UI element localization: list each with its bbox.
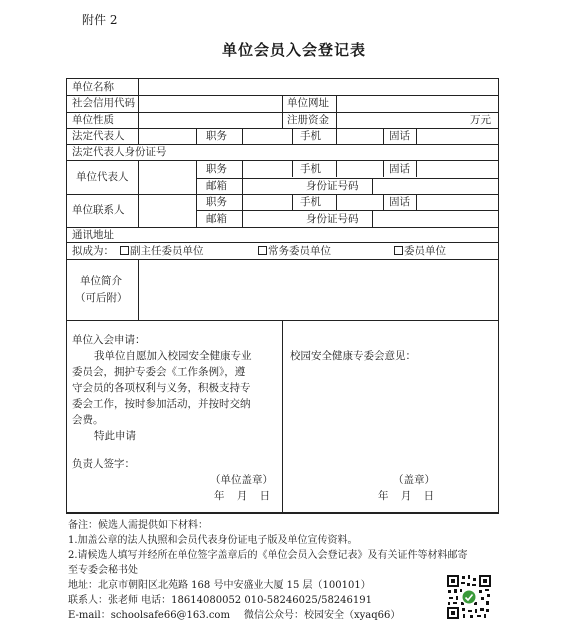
option-member-label: 委员单位	[404, 245, 446, 257]
notes-email: E-mail：schoolsafe66@163.com	[68, 610, 230, 621]
application-date: 年 月 日	[214, 490, 271, 502]
application-line: 会费。	[72, 414, 104, 426]
application-special: 特此申请	[94, 430, 136, 442]
application-line: 守会员的各项权利与义务，积极支持专	[72, 382, 251, 394]
unit-rep-mobile-label: 手机	[300, 163, 321, 175]
col-line	[292, 128, 293, 144]
legal-rep-landline-label: 固话	[389, 130, 410, 142]
col-line	[242, 128, 243, 144]
row-line	[66, 242, 499, 243]
unit-rep-email-label: 邮箱	[206, 180, 227, 192]
address-label: 通讯地址	[72, 229, 114, 241]
contact-email-label: 邮箱	[206, 213, 227, 225]
notes-wechat: 微信公众号：校园安全（xyaq66）	[244, 610, 401, 621]
opinion-seal-label: （盖章）	[393, 474, 435, 486]
reg-capital-label: 注册资金	[287, 114, 329, 126]
option-standing-label: 常务委员单位	[268, 245, 331, 257]
col-line	[416, 128, 417, 144]
col-line	[416, 194, 417, 210]
legal-rep-position-label: 职务	[206, 130, 227, 142]
legal-rep-mobile-label: 手机	[300, 130, 321, 142]
col-line	[138, 160, 139, 227]
col-line	[336, 160, 337, 177]
legal-id-field[interactable]	[180, 146, 496, 159]
checkbox-standing-member[interactable]	[258, 246, 267, 255]
credit-code-label: 社会信用代码	[72, 97, 135, 109]
notes-contact: 联系人：张老师 电话：18614080052 010-58246025/58246191	[68, 595, 372, 606]
intro-label: 单位简介	[80, 275, 122, 287]
checkbox-member[interactable]	[394, 246, 403, 255]
col-line	[292, 160, 293, 177]
reg-capital-field[interactable]	[338, 114, 468, 127]
contact-id-label: 身份证号码	[306, 213, 359, 225]
notes-address: 地址：北京市朝阳区北苑路 168 号中安盛业大厦 15 层（100101）	[68, 580, 371, 591]
col-line	[372, 210, 373, 227]
row-line	[66, 512, 499, 513]
unit-rep-landline-label: 固话	[389, 163, 410, 175]
option-member[interactable]	[394, 245, 446, 258]
col-line	[242, 160, 243, 227]
legal-rep-label: 法定代表人	[72, 130, 125, 142]
unit-contact-label: 单位联系人	[72, 204, 125, 216]
row-line	[66, 160, 499, 161]
application-heading: 单位入会申请：	[72, 334, 146, 346]
unit-rep-id-label: 身份证号码	[306, 180, 359, 192]
application-body	[72, 348, 280, 428]
col-line	[383, 194, 384, 210]
col-line	[336, 95, 337, 128]
col-line	[196, 128, 197, 144]
intended-label: 拟成为：	[72, 245, 114, 257]
col-line	[282, 95, 283, 128]
col-line	[138, 78, 139, 144]
notes-email-row	[68, 608, 508, 623]
col-line	[282, 320, 283, 512]
unit-rep-position-label: 职务	[206, 163, 227, 175]
unit-seal-label: （单位盖章）	[210, 474, 273, 486]
notes-section	[68, 518, 508, 623]
unit-nature-label: 单位性质	[72, 114, 114, 126]
intro-field[interactable]	[140, 261, 496, 318]
option-standing-member[interactable]	[258, 245, 331, 258]
credit-code-field[interactable]	[140, 97, 280, 111]
notes-item-2: 2.请候选人填写并经所在单位签字盖章后的《单位会员入会登记表》及有关证件等材料邮寄	[68, 550, 468, 561]
option-vice-chair[interactable]	[120, 245, 204, 258]
col-line	[336, 128, 337, 144]
address-field[interactable]	[120, 229, 496, 241]
website-field[interactable]	[338, 97, 496, 111]
signer-field[interactable]	[140, 456, 276, 471]
attachment-label: 附件 2	[82, 13, 118, 27]
col-line	[292, 194, 293, 210]
row-line	[66, 144, 499, 145]
col-line	[383, 160, 384, 177]
opinion-field[interactable]	[288, 366, 496, 466]
opinion-heading: 校园安全健康专委会意见：	[290, 350, 416, 362]
col-line	[416, 160, 417, 177]
application-line: 委会工作，按时参加活动，并按时交纳	[72, 398, 251, 410]
notes-item-2-cont: 至专委会秘书处	[68, 565, 138, 576]
col-line	[138, 259, 139, 320]
option-vice-chair-label: 副主任委员单位	[130, 245, 204, 257]
signer-label: 负责人签字：	[72, 458, 135, 470]
row-line	[66, 259, 499, 260]
application-line: 我单位自愿加入校园安全健康专业	[94, 350, 252, 362]
unit-nature-field[interactable]	[140, 114, 280, 127]
row-line	[66, 227, 499, 228]
col-line	[383, 128, 384, 144]
row-line	[66, 128, 499, 129]
col-line	[372, 178, 373, 194]
checkbox-vice-chair[interactable]	[120, 246, 129, 255]
capital-unit-label: 万元	[470, 114, 491, 126]
contact-mobile-label: 手机	[300, 196, 321, 208]
row-line	[66, 194, 499, 195]
unit-name-label: 单位名称	[72, 81, 114, 93]
contact-position-label: 职务	[206, 196, 227, 208]
unit-name-field[interactable]	[140, 80, 496, 94]
opinion-date: 年 月 日	[378, 490, 435, 502]
intro-note: （可后附）	[75, 292, 128, 304]
form-title: 单位会员入会登记表	[221, 41, 366, 59]
col-line	[196, 160, 197, 227]
legal-id-label: 法定代表人身份证号	[72, 146, 167, 158]
notes-heading: 备注：候选人需提供如下材料：	[68, 520, 208, 531]
contact-landline-label: 固话	[389, 196, 410, 208]
wechat-qr-code-icon	[446, 574, 492, 620]
website-label: 单位网址	[287, 97, 329, 109]
unit-rep-label: 单位代表人	[76, 171, 129, 183]
notes-item-1: 1.加盖公章的法人执照和会员代表身份证电子版及单位宣传资料。	[68, 535, 358, 546]
application-line: 委员会，拥护专委会《工作条例》，遵	[72, 366, 246, 378]
col-line	[336, 194, 337, 210]
